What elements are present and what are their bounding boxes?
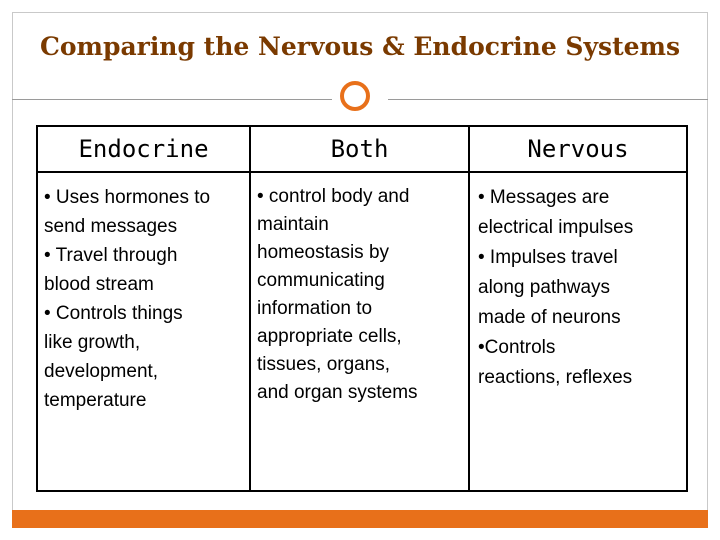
both-line: information to [257,298,373,319]
comparison-table [36,125,688,492]
title-divider-right [388,99,708,100]
both-line: maintain [257,214,329,235]
nervous-line: • Messages are [478,187,610,208]
nervous-line: electrical impulses [478,217,634,238]
nervous-line: along pathways [478,277,611,298]
table-header-row [37,126,687,172]
both-line: homeostasis by [257,242,390,263]
slide-title: Comparing the Nervous & Endocrine Systems [39,32,681,61]
both-line: and organ systems [257,382,418,403]
endocrine-cell [37,172,250,491]
endocrine-line: • Controls things [44,303,183,324]
endocrine-line: like growth, [44,332,141,353]
footer-accent-bar [12,510,708,528]
endocrine-line: • Travel through [44,245,178,266]
endocrine-line: blood stream [44,274,154,295]
both-line: tissues, organs, [257,354,391,375]
both-line: • control body and [257,186,410,207]
endocrine-line: temperature [44,390,147,411]
header-endocrine: Endocrine [37,126,250,172]
circle-ornament-icon [340,81,370,111]
endocrine-line: development, [44,361,159,382]
header-both: Both [250,126,469,172]
both-line: appropriate cells, [257,326,402,347]
header-nervous: Nervous [469,126,687,172]
nervous-cell [469,172,687,491]
nervous-line: made of neurons [478,307,621,328]
nervous-line: •Controls [478,337,556,358]
endocrine-line: • Uses hormones to [44,187,211,208]
nervous-line: • Impulses travel [478,247,618,268]
endocrine-line: send messages [44,216,178,237]
nervous-line: reactions, reflexes [478,367,633,388]
table-row [37,172,687,491]
both-cell [250,172,469,491]
title-divider-left [12,99,332,100]
both-line: communicating [257,270,385,291]
